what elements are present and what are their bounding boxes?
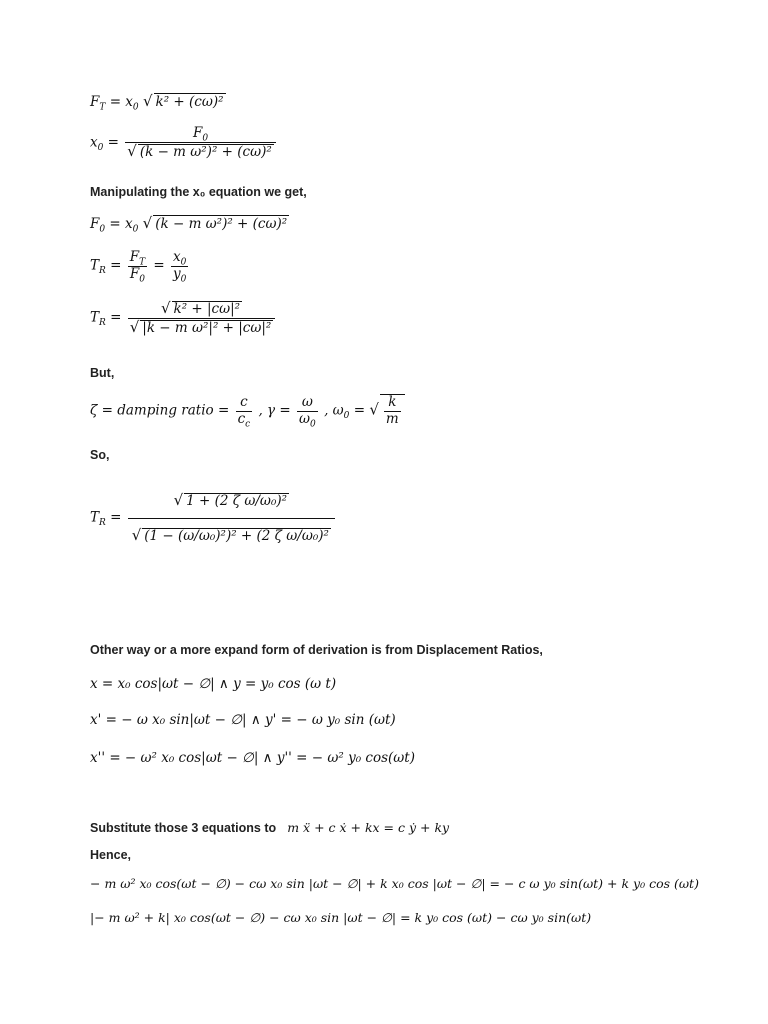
paragraph-but: But, xyxy=(90,366,115,380)
eq2-fraction xyxy=(125,126,276,160)
equation-transmissibility-dimensionless xyxy=(90,484,337,552)
paragraph-manipulating: Manipulating the x₀ equation we get, xyxy=(90,185,307,199)
sqrt-icon: √ xyxy=(129,317,140,336)
eq6-g-num: ω xyxy=(297,395,318,412)
eq4-d2: y xyxy=(173,265,181,282)
paragraph-so: So, xyxy=(90,448,110,462)
eq6-c-den-wrap xyxy=(236,412,253,428)
eq6-c-fraction xyxy=(236,394,253,430)
eq4-n2: x xyxy=(173,249,181,265)
sqrt-icon: √ xyxy=(131,525,142,544)
eq6-g-den-sub: 0 xyxy=(310,419,316,430)
eq1-rhs: x xyxy=(125,94,133,110)
sqrt-icon: √ xyxy=(142,214,153,232)
eq5-equals: = xyxy=(110,309,122,326)
eq1-root: k² + (cω)² xyxy=(155,94,224,110)
equation-amplitude xyxy=(90,126,278,160)
eq6-m: m xyxy=(385,410,399,427)
eq2-equals: = xyxy=(107,134,119,151)
equation-substituted: − m ω² x₀ cos(ωt − ∅) − cω x₀ sin |ωt − ∅| + k x₀ cos |ωt − ∅| = − c ω y₀ sin(ωt) + k y₀ cos (ωt) xyxy=(90,876,699,891)
eq6-equals: = xyxy=(353,402,366,419)
eq3-root: (k − m ω²)² + (cω)² xyxy=(155,216,288,232)
eq2-lhs-sub: 0 xyxy=(97,143,104,154)
eq6-c-den: c xyxy=(237,410,246,427)
eq4-n1-sub: T xyxy=(139,257,146,268)
eq4-fraction-force xyxy=(128,249,147,285)
equation-collected: |− m ω² + k| x₀ cos(ωt − ∅) − cω x₀ sin |ωt − ∅| = k y₀ cos (ωt) − cω y₀ sin(ωt) xyxy=(90,910,592,925)
eq3-equals: = xyxy=(109,216,121,232)
eq6-g-fraction xyxy=(297,394,318,430)
eq7-numerator xyxy=(128,484,335,519)
eq2-den: (k − m ω²)² + (cω)² xyxy=(139,143,272,160)
eq4-y-den xyxy=(171,267,188,283)
equation-transmissibility-ratio xyxy=(90,249,190,285)
eq6-km-fraction xyxy=(384,395,401,427)
sqrt-icon: √ xyxy=(160,299,171,317)
eq4-equals-2: = xyxy=(153,257,165,274)
eq6-omega0: , ω xyxy=(324,402,344,419)
eq1-lhs: F xyxy=(90,94,100,110)
eq1-equals: = xyxy=(109,94,121,110)
substitute-line xyxy=(90,817,449,836)
equation-displacement: x = x₀ cos|ωt − ∅| ∧ y = y₀ cos (ω t) xyxy=(90,676,337,692)
eq6-c-num: c xyxy=(236,395,253,412)
eq6-k: k xyxy=(384,395,401,412)
eq5-lhs: T xyxy=(90,309,100,326)
eq3-rhs-sub: 0 xyxy=(132,224,139,235)
equation-transmissibility-full xyxy=(90,300,277,336)
eq2-num-sub: 0 xyxy=(202,133,209,144)
eq6-gamma: , γ = xyxy=(258,402,291,419)
paragraph-other-way: Other way or a more expand form of derivation is from Displacement Ratios, xyxy=(90,643,543,657)
eq6-c-den-sub: c xyxy=(245,419,251,430)
equation-definitions xyxy=(90,394,405,430)
eq1-rhs-sub: 0 xyxy=(132,102,139,113)
eq4-d2-sub: 0 xyxy=(180,274,187,285)
eq7-denominator xyxy=(128,519,335,553)
sqrt-icon: √ xyxy=(127,141,137,160)
eq2-lhs: x xyxy=(90,134,98,151)
sqrt-icon: √ xyxy=(142,92,153,110)
eq7-num: 1 + (2 ζ ω/ω₀)² xyxy=(186,493,288,509)
eq6-root xyxy=(380,394,405,427)
eq2-numerator xyxy=(125,126,276,143)
eq4-d1: F xyxy=(129,265,140,282)
eq4-equals: = xyxy=(110,257,122,274)
eq3-lhs: F xyxy=(90,216,100,232)
eq7-lhs: T xyxy=(90,509,100,526)
eq5-fraction xyxy=(128,300,276,336)
eq5-num: k² + |cω|² xyxy=(173,301,241,317)
equation-input-force xyxy=(90,214,289,235)
eq3-rhs: x xyxy=(125,216,133,232)
eq6-g-den-wrap xyxy=(297,412,318,428)
eq4-x-num xyxy=(171,250,188,267)
eq7-lhs-sub: R xyxy=(99,518,106,529)
eq4-d1-sub: 0 xyxy=(139,274,145,285)
eq2-denominator xyxy=(125,143,276,161)
equation-acceleration: x'' = − ω² x₀ cos|ωt − ∅| ∧ y'' = − ω² y₀ cos(ωt) xyxy=(90,750,415,766)
paragraph-substitute: Substitute those 3 equations to xyxy=(90,821,277,835)
eq4-f-num xyxy=(128,250,147,267)
eq4-fraction-disp xyxy=(171,249,188,285)
eq5-denominator xyxy=(128,319,276,337)
eq4-lhs-sub: R xyxy=(99,266,106,277)
paragraph-hence: Hence, xyxy=(90,848,131,862)
equation-transmitted-force xyxy=(90,92,226,113)
equation-motion: m ẍ + c ẋ + kx = c ẏ + ky xyxy=(287,820,450,835)
sqrt-icon: √ xyxy=(173,491,184,509)
sqrt-icon: √ xyxy=(369,400,379,419)
eq7-den: (1 − (ω/ω₀)²)² + (2 ζ ω/ω₀)² xyxy=(144,527,329,544)
eq4-f-den xyxy=(128,267,147,283)
eq4-n1: F xyxy=(129,249,140,265)
eq6-g-den: ω xyxy=(299,410,311,427)
eq5-lhs-sub: R xyxy=(99,318,106,329)
eq1-lhs-sub: T xyxy=(99,102,106,113)
eq3-lhs-sub: 0 xyxy=(99,224,106,235)
eq7-fraction xyxy=(128,484,335,552)
eq2-num: F xyxy=(192,125,203,141)
eq5-den: |k − m ω²|² + |cω|² xyxy=(142,319,272,336)
equation-velocity: x' = − ω x₀ sin|ωt − ∅| ∧ y' = − ω y₀ sin (ωt) xyxy=(90,712,396,728)
eq6-omega0-sub: 0 xyxy=(343,411,350,422)
eq4-lhs: T xyxy=(90,257,100,274)
eq4-n2-sub: 0 xyxy=(180,257,187,268)
eq5-numerator xyxy=(128,300,276,319)
eq6-zeta: ζ = damping ratio = xyxy=(90,402,230,419)
eq7-equals: = xyxy=(110,509,122,526)
